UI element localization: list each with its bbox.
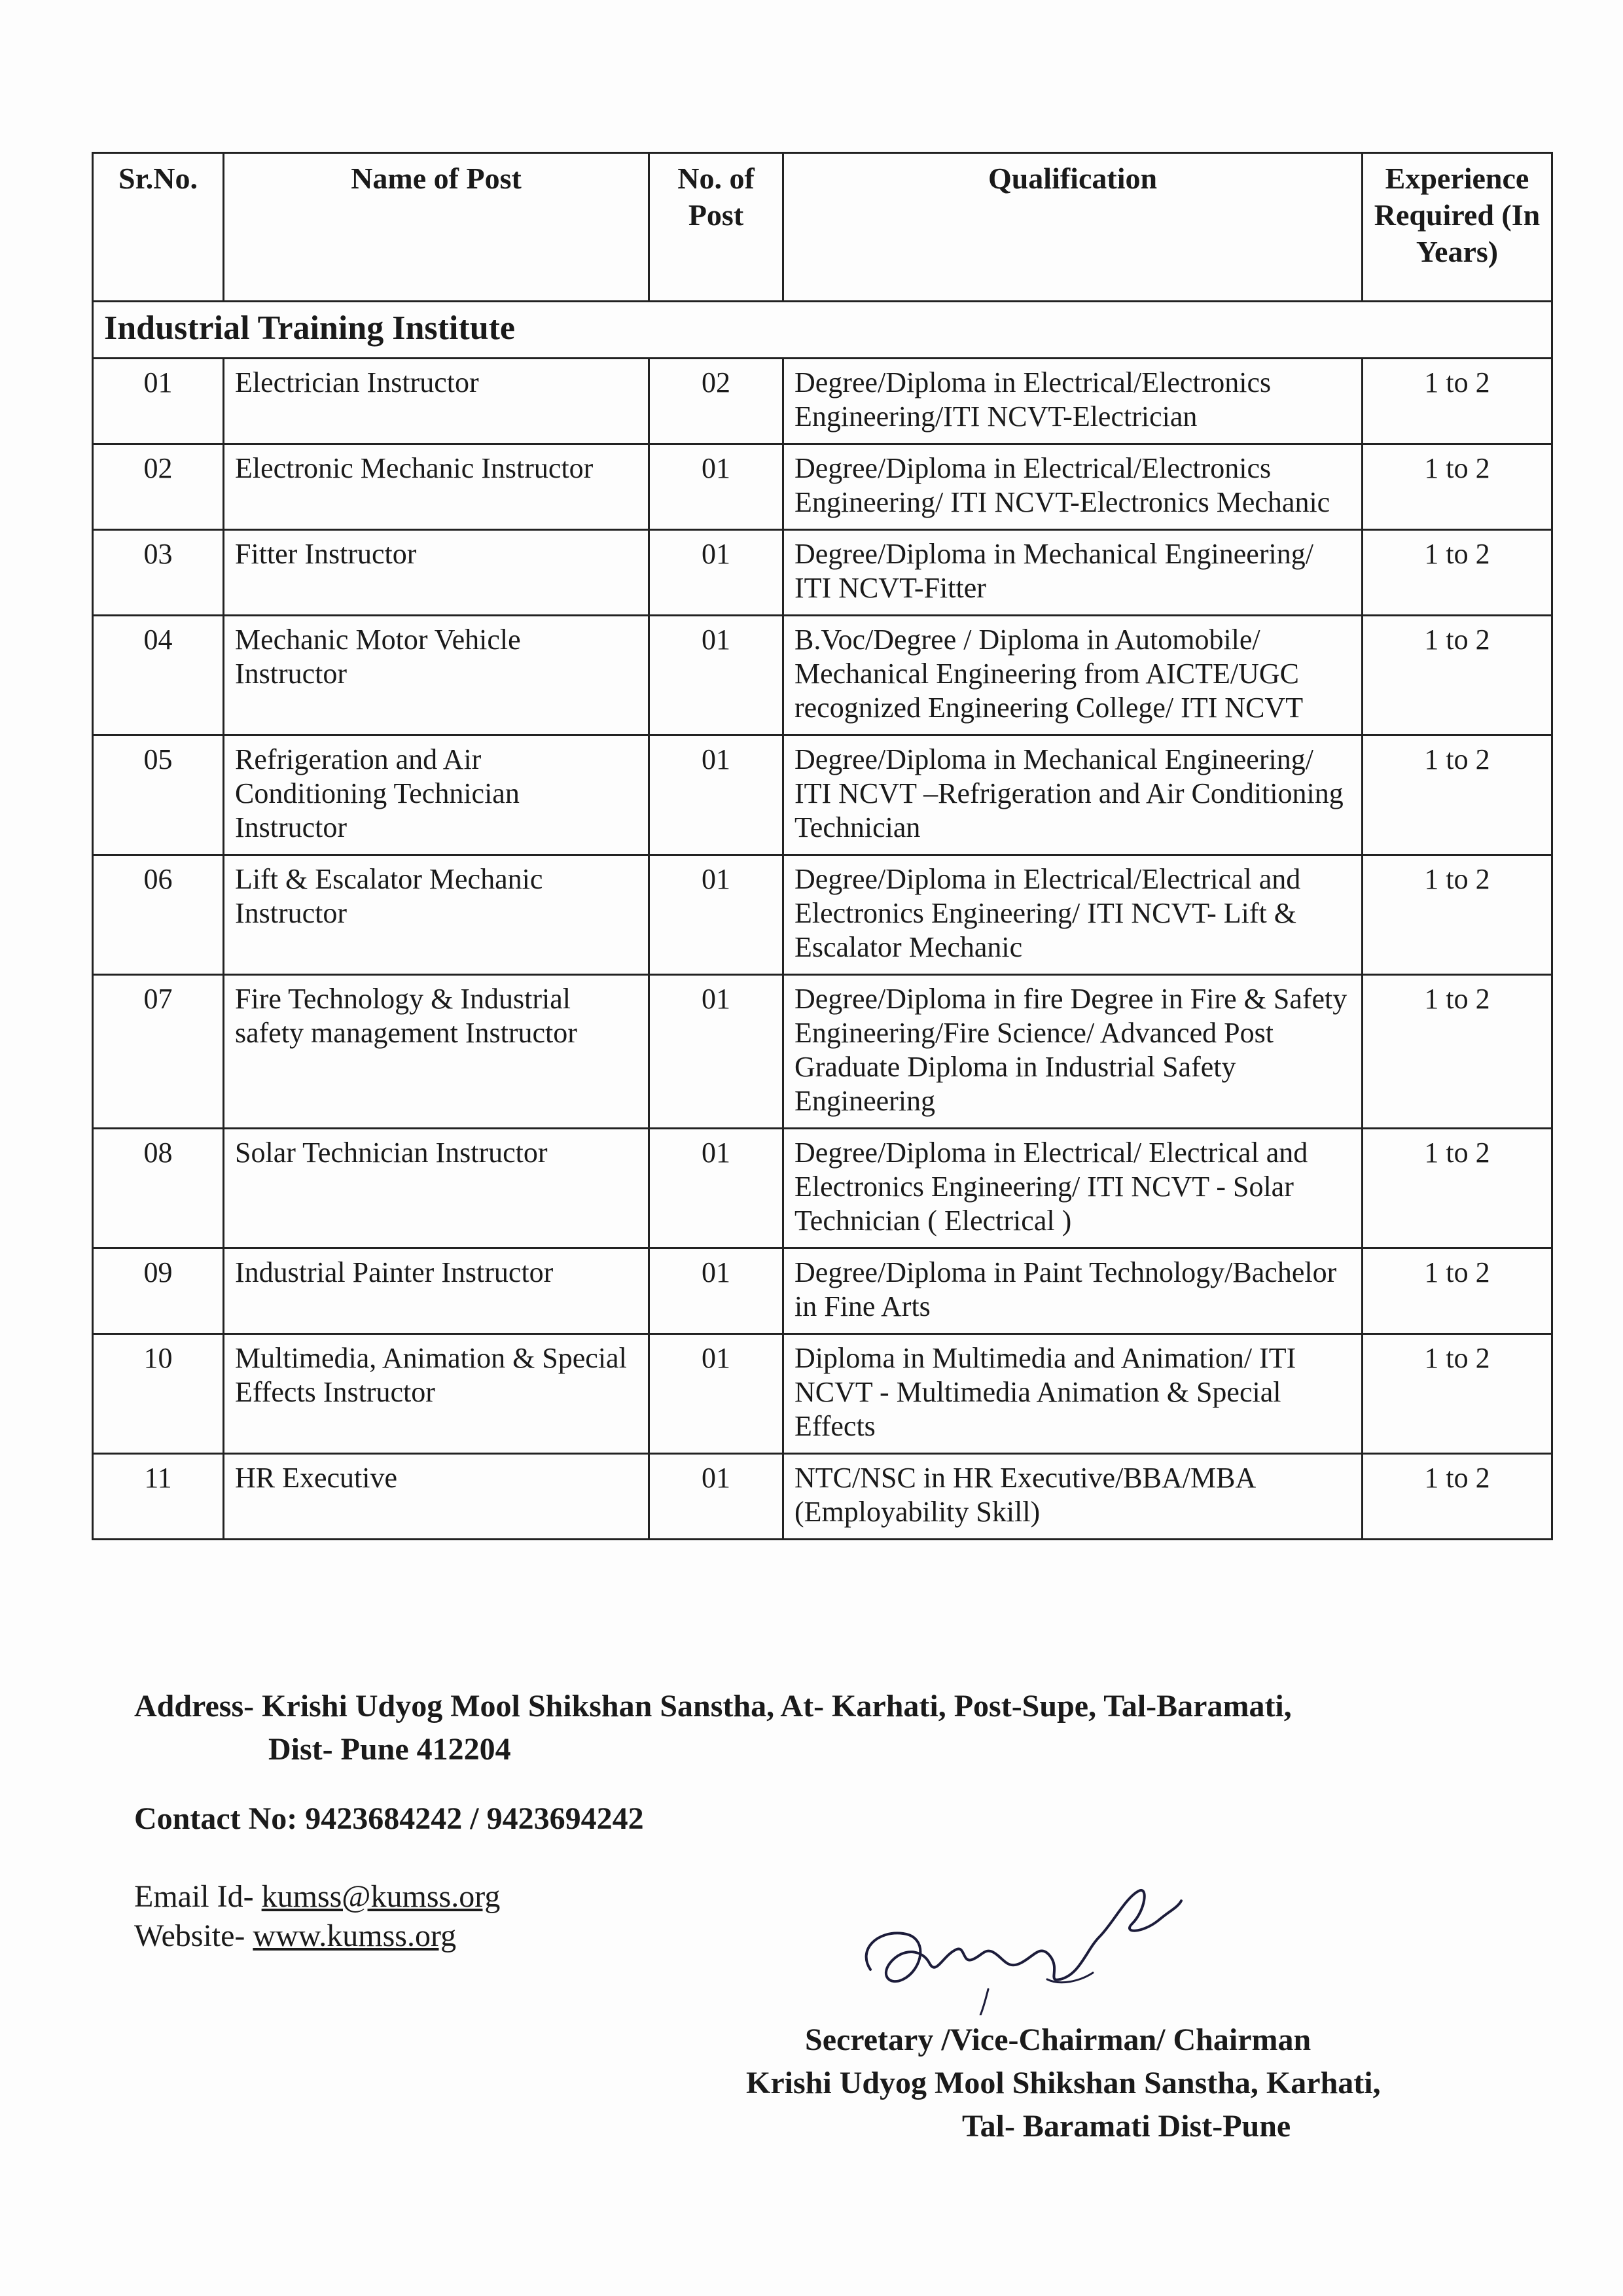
cell-experience: 1 to 2 [1363,975,1552,1129]
cell-post-count: 01 [649,975,783,1129]
header-experience: Experience Required (In Years) [1363,153,1552,302]
posts-table-wrapper [92,152,1551,1540]
table-row [93,1454,1552,1540]
table-row [93,975,1552,1129]
header-name-of-post: Name of Post [224,153,649,302]
cell-post-name: Multimedia, Animation & Special Effects Instructor [224,1334,649,1454]
posts-table [92,152,1553,1540]
cell-experience: 1 to 2 [1363,1129,1552,1248]
email-label: Email Id- [134,1879,262,1914]
cell-post-count: 02 [649,359,783,444]
cell-post-count: 01 [649,1334,783,1454]
cell-qualification: Degree/Diploma in Paint Technology/Bachelor in Fine Arts [783,1248,1363,1334]
cell-experience: 1 to 2 [1363,735,1552,855]
cell-experience: 1 to 2 [1363,444,1552,530]
cell-post-name: Mechanic Motor Vehicle Instructor [224,616,649,735]
cell-post-name: Solar Technician Instructor [224,1129,649,1248]
cell-qualification: Degree/Diploma in Electrical/Electronics Engineering/ ITI NCVT-Electronics Mechanic [783,444,1363,530]
cell-srno: 03 [93,530,224,616]
table-row [93,1334,1552,1454]
cell-post-count: 01 [649,444,783,530]
cell-post-name: Electrician Instructor [224,359,649,444]
cell-post-count: 01 [649,530,783,616]
address-line-1: Address- Krishi Udyog Mool Shikshan Sanstha, At- Karhati, Post-Supe, Tal-Baramati, [134,1689,1292,1723]
cell-srno: 02 [93,444,224,530]
cell-experience: 1 to 2 [1363,530,1552,616]
cell-qualification: Degree/Diploma in fire Degree in Fire & Safety Engineering/Fire Science/ Advanced Post Graduate Diploma in Industrial Safety Engineering [783,975,1363,1129]
cell-srno: 06 [93,855,224,975]
cell-srno: 05 [93,735,224,855]
table-header-row [93,153,1552,302]
header-qualification: Qualification [783,153,1363,302]
address-line-2: Dist- Pune 412204 [268,1732,511,1767]
cell-qualification: NTC/NSC in HR Executive/BBA/MBA (Employability Skill) [783,1454,1363,1540]
table-row [93,359,1552,444]
cell-qualification: Degree/Diploma in Mechanical Engineering/ ITI NCVT-Fitter [783,530,1363,616]
cell-srno: 11 [93,1454,224,1540]
cell-srno: 01 [93,359,224,444]
cell-experience: 1 to 2 [1363,1248,1552,1334]
cell-experience: 1 to 2 [1363,855,1552,975]
section-title: Industrial Training Institute [93,302,1552,359]
table-row [93,444,1552,530]
cell-qualification: Degree/Diploma in Electrical/ Electrical and Electronics Engineering/ ITI NCVT - Solar Technician ( Electrical ) [783,1129,1363,1248]
cell-post-name: Industrial Painter Instructor [224,1248,649,1334]
header-srno: Sr.No. [93,153,224,302]
address-block [134,1685,1292,1771]
table-row [93,855,1552,975]
cell-post-count: 01 [649,1248,783,1334]
website-line [134,1917,456,1955]
table-row [93,735,1552,855]
cell-srno: 10 [93,1334,224,1454]
cell-srno: 08 [93,1129,224,1248]
table-row [93,616,1552,735]
signature-image [851,1871,1191,2015]
cell-post-name: Fire Technology & Industrial safety management Instructor [224,975,649,1129]
cell-post-count: 01 [649,735,783,855]
cell-experience: 1 to 2 [1363,359,1552,444]
cell-qualification: Degree/Diploma in Electrical/Electronics Engineering/ITI NCVT-Electrician [783,359,1363,444]
signatory-block [746,2019,1466,2148]
cell-post-count: 01 [649,1454,783,1540]
cell-qualification: Diploma in Multimedia and Animation/ ITI NCVT - Multimedia Animation & Special Effects [783,1334,1363,1454]
table-row [93,1129,1552,1248]
section-row [93,302,1552,359]
table-row [93,530,1552,616]
cell-post-name: Electronic Mechanic Instructor [224,444,649,530]
email-link[interactable]: kumss@kumss.org [261,1879,501,1914]
cell-post-name: HR Executive [224,1454,649,1540]
email-line [134,1878,500,1916]
cell-experience: 1 to 2 [1363,1334,1552,1454]
cell-post-name: Fitter Instructor [224,530,649,616]
signatory-location: Tal- Baramati Dist-Pune [962,2109,1291,2144]
cell-post-count: 01 [649,855,783,975]
cell-qualification: Degree/Diploma in Electrical/Electrical and Electronics Engineering/ ITI NCVT- Lift & Escalator Mechanic [783,855,1363,975]
table-row [93,1248,1552,1334]
cell-qualification: Degree/Diploma in Mechanical Engineering/ ITI NCVT –Refrigeration and Air Conditioning Technician [783,735,1363,855]
header-no-of-post: No. of Post [649,153,783,302]
cell-experience: 1 to 2 [1363,1454,1552,1540]
cell-srno: 09 [93,1248,224,1334]
signatory-title: Secretary /Vice-Chairman/ Chairman [805,2022,1311,2057]
cell-qualification: B.Voc/Degree / Diploma in Automobile/ Mechanical Engineering from AICTE/UGC recognized Engineering College/ ITI NCVT [783,616,1363,735]
cell-srno: 04 [93,616,224,735]
contact-number: Contact No: 9423684242 / 9423694242 [134,1801,644,1836]
cell-experience: 1 to 2 [1363,616,1552,735]
cell-post-count: 01 [649,1129,783,1248]
website-label: Website- [134,1918,253,1953]
cell-srno: 07 [93,975,224,1129]
cell-post-count: 01 [649,616,783,735]
cell-post-name: Lift & Escalator Mechanic Instructor [224,855,649,975]
cell-post-name: Refrigeration and Air Conditioning Technician Instructor [224,735,649,855]
website-link[interactable]: www.kumss.org [253,1918,457,1953]
signatory-organization: Krishi Udyog Mool Shikshan Sanstha, Karhati, [746,2066,1381,2100]
